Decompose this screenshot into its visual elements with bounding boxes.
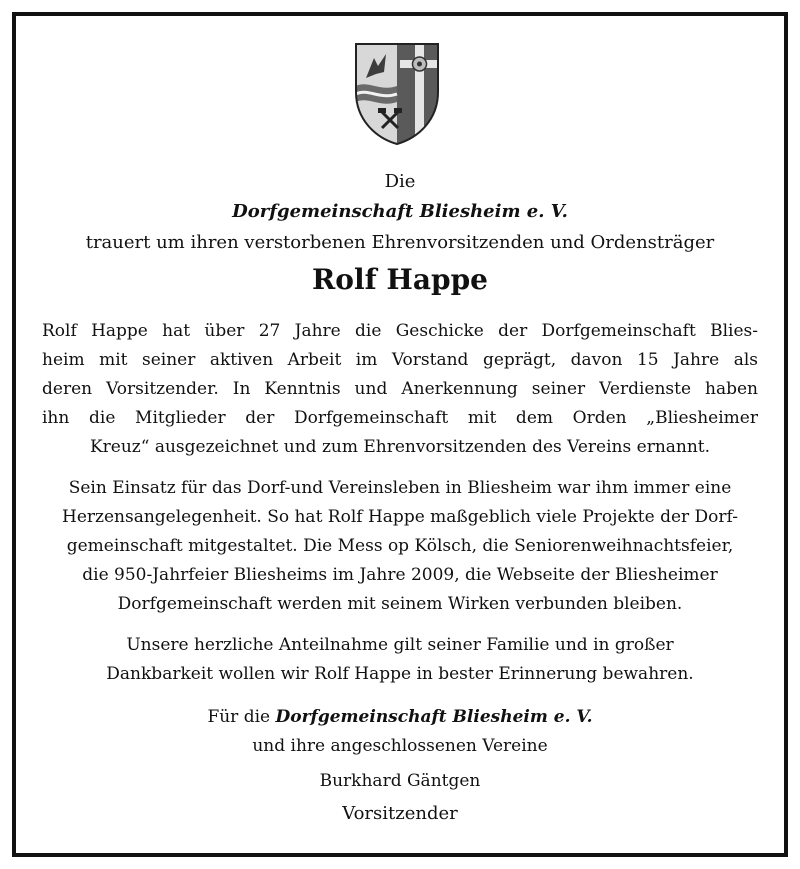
obituary-frame	[12, 12, 788, 857]
obituary-content	[16, 16, 784, 853]
paragraph-1-line: ihn die Mitglieder der Dorfgemeinschaft mit dem Orden „Bliesheimer	[42, 408, 758, 428]
paragraph-2-line: Dorfgemeinschaft werden mit seinem Wirken verbunden bleiben.	[117, 594, 683, 614]
paragraph-3-line: Dankbarkeit wollen wir Rolf Happe in bester Erinnerung bewahren.	[106, 664, 694, 684]
paragraph-1-line: deren Vorsitzender. In Kenntnis und Anerkennung seiner Verdienste haben	[42, 379, 758, 399]
paragraph-3-line: Unsere herzliche Anteilnahme gilt seiner Familie und in großer	[126, 635, 674, 655]
paragraph-2-line: Sein Einsatz für das Dorf-und Vereinsleben in Bliesheim war ihm immer eine	[68, 478, 732, 498]
paragraph-2-line: Herzensangelegenheit. So hat Rolf Happe maßgeblich viele Projekte der Dorf-	[62, 507, 738, 527]
paragraph-2-line: die 950-Jahrfeier Bliesheims im Jahre 2009, die Webseite der Bliesheimer	[82, 565, 718, 585]
closing-affiliates: und ihre angeschlossenen Vereine	[252, 736, 548, 756]
deceased-name: Rolf Happe	[312, 263, 488, 296]
village-coat-of-arms-icon	[352, 40, 442, 148]
signer-role: Vorsitzender	[342, 803, 458, 824]
closing-organization-name: Dorfgemeinschaft Bliesheim e. V.	[275, 707, 593, 727]
paragraph-1-line: Rolf Happe hat über 27 Jahre die Geschicke der Dorfgemeinschaft Blies-	[42, 321, 758, 341]
paragraph-2-line: gemeinschaft mitgestaltet. Die Mess op Kölsch, die Seniorenweihnachtsfeier,	[66, 536, 734, 556]
paragraph-1-line: heim mit seiner aktiven Arbeit im Vorstand geprägt, davon 15 Jahre als	[42, 350, 758, 370]
signer-name: Burkhard Gäntgen	[319, 771, 481, 791]
closing-organization-line	[36, 707, 764, 727]
intro-text: Die	[384, 171, 416, 192]
organization-name: Dorfgemeinschaft Bliesheim e. V.	[232, 201, 568, 222]
closing-prefix: Für die	[207, 707, 271, 727]
paragraph-1-line: Kreuz“ ausgezeichnet und zum Ehrenvorsitzenden des Vereins ernannt.	[89, 437, 711, 457]
mourning-statement: trauert um ihren verstorbenen Ehrenvorsitzenden und Ordensträger	[85, 232, 715, 253]
